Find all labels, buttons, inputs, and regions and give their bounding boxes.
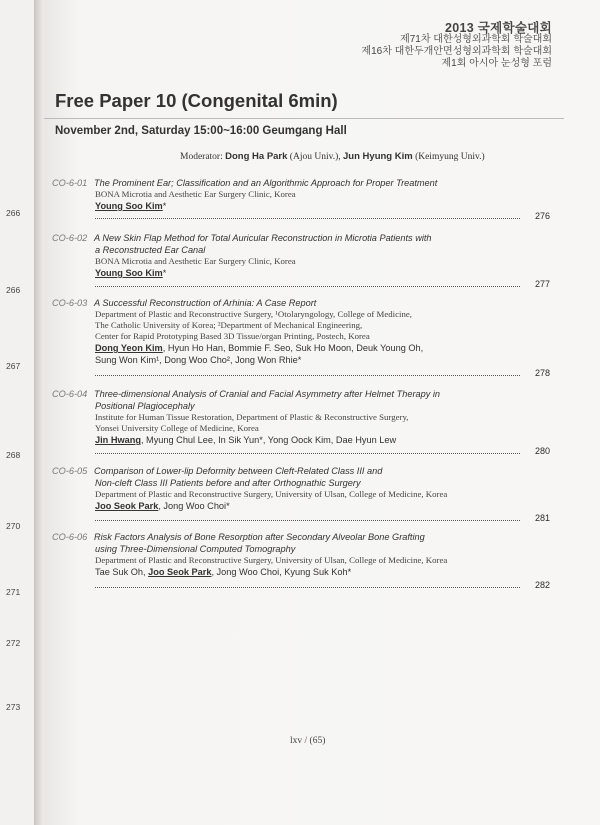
affiliation: BONA Microtia and Aesthetic Ear Surgery Clinic, Korea (95, 189, 296, 199)
paper-entry (52, 388, 552, 446)
paper-code: CO-6-04 (52, 389, 88, 399)
affiliation: Center for Rapid Prototyping Based 3D Tissue/organ Printing, Postech, Korea (95, 331, 370, 341)
margin-number: 271 (6, 587, 21, 597)
paper-code: CO-6-06 (52, 532, 88, 542)
authors (52, 267, 552, 279)
presenter: Young Soo Kim (95, 268, 163, 278)
paper-entry (52, 465, 552, 512)
page-ref (95, 446, 550, 458)
conference-line: 제71차 대한성형외과학회 학술대회 (400, 34, 552, 45)
page-number: 276 (534, 211, 550, 221)
page-title: Free Paper 10 (Congenital 6min) (55, 90, 338, 111)
moderator-name: Jun Hyung Kim (343, 151, 413, 162)
page-number: 277 (534, 279, 550, 289)
leader-dots (95, 218, 520, 219)
affiliation: Yonsei University College of Medicine, Korea (95, 423, 259, 433)
affiliation: BONA Microtia and Aesthetic Ear Surgery Clinic, Korea (95, 256, 296, 266)
page-ref (95, 580, 550, 592)
authors-rest: * (162, 268, 167, 278)
paper-title-cont: Positional Plagiocephaly (95, 401, 195, 411)
presenter: Young Soo Kim (95, 201, 163, 211)
authors-pre: Tae Suk Oh, (95, 567, 149, 577)
paper-title-cont: Non-cleft Class III Patients before and after Orthognathic Surgery (95, 478, 361, 488)
paper-title-cont: a Reconstructed Ear Canal (95, 245, 206, 255)
paper-title: A New Skin Flap Method for Total Auricular Reconstruction in Microtia Patients with (94, 233, 432, 243)
paper-entry (52, 177, 552, 212)
authors (52, 434, 552, 446)
conference-line: 제1회 아시아 눈성형 포럼 (441, 58, 552, 69)
paper-title: Risk Factors Analysis of Bone Resorption after Secondary Alveolar Bone Grafting (94, 532, 425, 542)
authors (52, 342, 552, 354)
authors-rest: , Jong Woo Choi, Kyung Suk Koh* (211, 567, 352, 577)
page-number: 278 (534, 368, 550, 378)
moderator-affiliation: (Keimyung Univ.) (415, 152, 485, 162)
moderator-line (180, 151, 485, 162)
authors (52, 500, 552, 512)
margin-number: 270 (6, 521, 21, 531)
margin-number: 266 (6, 208, 21, 218)
margin-number: 268 (6, 450, 21, 460)
authors-rest: , Myung Chul Lee, In Sik Yun*, Yong Oock Kim, Dae Hyun Lew (140, 435, 397, 445)
title-divider (44, 118, 564, 119)
paper-title: The Prominent Ear; Classification and an Algorithmic Approach for Proper Treatment (94, 178, 438, 188)
leader-dots (95, 453, 520, 454)
paper-entry (52, 531, 552, 578)
affiliation: Department of Plastic and Reconstructive Surgery, University of Ulsan, College of Medicine, Korea (95, 555, 448, 565)
paper-title: Three-dimensional Analysis of Cranial and Facial Asymmetry after Helmet Therapy in (94, 389, 441, 399)
page-number: 280 (534, 446, 550, 456)
page-spine (34, 0, 44, 825)
authors-rest: , Jong Woo Choi* (158, 501, 230, 511)
paper-code: CO-6-05 (52, 466, 88, 476)
session-info: November 2nd, Saturday 15:00~16:00 Geumgang Hall (55, 125, 347, 137)
presenter: Joo Seok Park (148, 567, 212, 577)
paper-code: CO-6-01 (52, 178, 88, 188)
authors-rest: , Hyun Ho Han, Bommie F. Seo, Suk Ho Moon, Deuk Young Oh, (162, 343, 424, 353)
page-ref (95, 368, 550, 380)
leader-dots (95, 375, 520, 376)
margin-number: 273 (6, 702, 21, 712)
paper-entry (52, 297, 552, 366)
conference-title: 2013 국제학술대회 (444, 21, 552, 35)
page-ref (95, 211, 550, 223)
presenter: Dong Yeon Kim (95, 343, 163, 353)
margin-number: 266 (6, 285, 21, 295)
leader-dots (95, 520, 520, 521)
moderator-label: Moderator: (180, 152, 223, 162)
leader-dots (95, 587, 520, 588)
affiliation: Department of Plastic and Reconstructive Surgery, ¹Otolaryngology, College of Medicine, (95, 309, 412, 319)
paper-code: CO-6-03 (52, 298, 88, 308)
page-footer: lxv / (65) (290, 736, 326, 746)
paper-title: Comparison of Lower-lip Deformity between Cleft-Related Class III and (94, 466, 383, 476)
paper-entry (52, 232, 552, 279)
margin-number: 267 (6, 361, 21, 371)
moderator-affiliation: (Ajou Univ.), (289, 152, 341, 162)
affiliation: The Catholic University of Korea; ²Department of Mechanical Engineering, (95, 320, 363, 330)
moderator-name: Dong Ha Park (225, 151, 288, 162)
paper-title-cont: using Three-Dimensional Computed Tomography (95, 544, 296, 554)
paper-title: A Successful Reconstruction of Arhinia: A Case Report (94, 298, 317, 308)
authors-cont: Sung Won Kim¹, Dong Woo Cho², Jong Won Rhie* (95, 355, 302, 365)
margin-number: 272 (6, 638, 21, 648)
presenter: Jin Hwang (95, 435, 141, 445)
leader-dots (95, 286, 520, 287)
conference-line: 제16차 대한두개안면성형외과학회 학술대회 (361, 46, 552, 57)
presenter: Joo Seok Park (95, 501, 159, 511)
authors-rest: * (162, 201, 167, 211)
paper-code: CO-6-02 (52, 233, 88, 243)
affiliation: Institute for Human Tissue Restoration, Department of Plastic & Reconstructive Surgery, (95, 412, 409, 422)
page-number: 282 (534, 580, 550, 590)
page-number: 281 (534, 513, 550, 523)
page-ref (95, 279, 550, 291)
authors (52, 566, 552, 578)
page-ref (95, 513, 550, 525)
affiliation: Department of Plastic and Reconstructive Surgery, University of Ulsan, College of Medicine, Korea (95, 489, 448, 499)
